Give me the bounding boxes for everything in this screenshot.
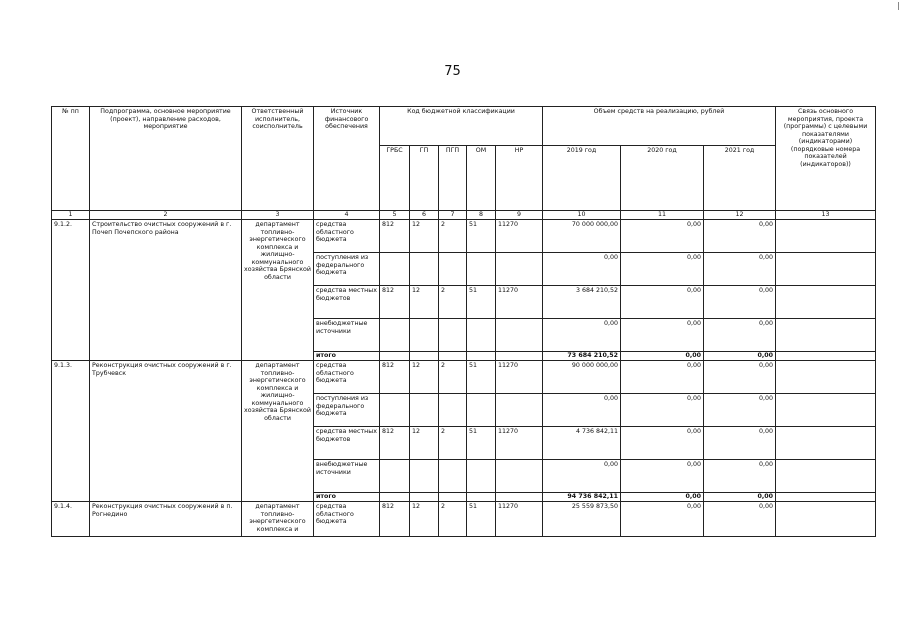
header-executor: Ответственный исполнитель, соисполнитель — [242, 107, 314, 211]
code-pgp — [439, 460, 467, 493]
code-gp — [410, 460, 439, 493]
section-name: Строительство очистных сооружений в г. Почеп Почепского района — [90, 220, 242, 361]
total-label: итого — [314, 352, 380, 361]
column-index: 10 — [543, 211, 621, 220]
code-gp: 12 — [410, 427, 439, 460]
column-index: 9 — [496, 211, 543, 220]
amount-2021: 0,00 — [704, 394, 776, 427]
funding-source: поступления из федерального бюджета — [314, 394, 380, 427]
amount-2020: 0,00 — [621, 394, 704, 427]
subheader-2019: 2019 год — [543, 146, 621, 211]
empty-cell — [410, 352, 439, 361]
code-nr — [496, 460, 543, 493]
page-number: 75 — [444, 64, 461, 79]
code-pgp: 2 — [439, 220, 467, 253]
indicator-link-cell — [776, 220, 876, 253]
subheader-pgp: ПГП — [439, 146, 467, 211]
code-pgp: 2 — [439, 286, 467, 319]
indicator-link-cell — [776, 352, 876, 361]
empty-cell — [496, 352, 543, 361]
amount-2021: 0,00 — [704, 220, 776, 253]
amount-2020: 0,00 — [621, 460, 704, 493]
column-index: 13 — [776, 211, 876, 220]
funding-source: средства местных бюджетов — [314, 286, 380, 319]
amount-2021: 0,00 — [704, 460, 776, 493]
column-index: 12 — [704, 211, 776, 220]
empty-cell — [380, 352, 410, 361]
column-index: 5 — [380, 211, 410, 220]
code-om: 51 — [467, 502, 496, 537]
table-row — [52, 220, 876, 253]
amount-2020: 0,00 — [621, 502, 704, 537]
amount-2020: 0,00 — [621, 286, 704, 319]
subheader-2021: 2021 год — [704, 146, 776, 211]
code-nr: 11270 — [496, 220, 543, 253]
total-2020: 0,00 — [621, 493, 704, 502]
indicator-link-cell — [776, 319, 876, 352]
code-grbs: 812 — [380, 220, 410, 253]
amount-2020: 0,00 — [621, 319, 704, 352]
code-om: 51 — [467, 361, 496, 394]
indicator-link-cell — [776, 502, 876, 537]
indicator-link-cell — [776, 460, 876, 493]
funding-source: внебюджетные источники — [314, 319, 380, 352]
code-gp — [410, 253, 439, 286]
code-grbs: 812 — [380, 286, 410, 319]
column-index: 3 — [242, 211, 314, 220]
column-index: 11 — [621, 211, 704, 220]
section-number: 9.1.4. — [52, 502, 90, 537]
table-body — [52, 107, 876, 537]
amount-2021: 0,00 — [704, 361, 776, 394]
empty-cell — [467, 493, 496, 502]
total-2019: 73 684 210,52 — [543, 352, 621, 361]
funding-source: средства областного бюджета — [314, 220, 380, 253]
budget-table — [51, 106, 876, 537]
code-nr: 11270 — [496, 502, 543, 537]
header-volume: Объем средств на реализацию, рублей — [543, 107, 776, 146]
total-2021: 0,00 — [704, 493, 776, 502]
code-nr — [496, 394, 543, 427]
total-label: итого — [314, 493, 380, 502]
code-om — [467, 394, 496, 427]
empty-cell — [439, 352, 467, 361]
code-grbs — [380, 319, 410, 352]
total-2019: 94 736 842,11 — [543, 493, 621, 502]
total-2021: 0,00 — [704, 352, 776, 361]
subheader-gp: ГП — [410, 146, 439, 211]
amount-2019: 0,00 — [543, 319, 621, 352]
funding-source: внебюджетные источники — [314, 460, 380, 493]
amount-2021: 0,00 — [704, 427, 776, 460]
amount-2019: 0,00 — [543, 253, 621, 286]
empty-cell — [467, 352, 496, 361]
amount-2019: 3 684 210,52 — [543, 286, 621, 319]
amount-2020: 0,00 — [621, 253, 704, 286]
amount-2021: 0,00 — [704, 286, 776, 319]
code-gp — [410, 394, 439, 427]
code-pgp — [439, 253, 467, 286]
funding-source: средства областного бюджета — [314, 361, 380, 394]
code-pgp: 2 — [439, 502, 467, 537]
table-row — [52, 361, 876, 394]
empty-cell — [439, 493, 467, 502]
code-nr: 11270 — [496, 361, 543, 394]
code-grbs — [380, 394, 410, 427]
empty-cell — [496, 493, 543, 502]
amount-2019: 90 000 000,00 — [543, 361, 621, 394]
subheader-om: ОМ — [467, 146, 496, 211]
header-no: № пп — [52, 107, 90, 211]
code-om: 51 — [467, 286, 496, 319]
amount-2019: 0,00 — [543, 460, 621, 493]
amount-2021: 0,00 — [704, 253, 776, 286]
section-name: Реконструкция очистных сооружений в п. Рогнедино — [90, 502, 242, 537]
header-subprogram: Подпрограмма, основное мероприятие (проект), направление расходов, мероприятие — [90, 107, 242, 211]
code-gp — [410, 319, 439, 352]
code-grbs: 812 — [380, 361, 410, 394]
indicator-link-cell — [776, 394, 876, 427]
amount-2019: 4 736 842,11 — [543, 427, 621, 460]
column-index: 7 — [439, 211, 467, 220]
code-grbs — [380, 253, 410, 286]
column-index: 4 — [314, 211, 380, 220]
code-om: 51 — [467, 220, 496, 253]
code-gp: 12 — [410, 502, 439, 537]
code-gp: 12 — [410, 220, 439, 253]
code-om — [467, 460, 496, 493]
indicator-link-cell — [776, 361, 876, 394]
code-pgp: 2 — [439, 361, 467, 394]
code-pgp: 2 — [439, 427, 467, 460]
amount-2020: 0,00 — [621, 220, 704, 253]
empty-cell — [410, 493, 439, 502]
code-pgp — [439, 394, 467, 427]
column-index: 1 — [52, 211, 90, 220]
code-pgp — [439, 319, 467, 352]
section-executor: департамент топливно-энергетического комплекса и жилищно-коммунального хозяйства Брянской области — [242, 220, 314, 361]
code-om — [467, 253, 496, 286]
funding-source: средства местных бюджетов — [314, 427, 380, 460]
code-om: 51 — [467, 427, 496, 460]
funding-source: средства областного бюджета — [314, 502, 380, 537]
header-link: Связь основного мероприятия, проекта (программы) с целевыми показателями (индикаторами) (порядковые номера показателей (индикаторов)) — [776, 107, 876, 211]
section-number: 9.1.3. — [52, 361, 90, 502]
amount-2020: 0,00 — [621, 361, 704, 394]
amount-2019: 0,00 — [543, 394, 621, 427]
column-index: 6 — [410, 211, 439, 220]
code-nr — [496, 253, 543, 286]
section-name: Реконструкция очистных сооружений в г. Трубчевск — [90, 361, 242, 502]
section-executor: департамент топливно-энергетического комплекса и жилищно-коммунального хозяйства Брянской области — [242, 361, 314, 502]
page-edge-mark — [898, 2, 899, 10]
subheader-nr: НР — [496, 146, 543, 211]
indicator-link-cell — [776, 253, 876, 286]
indicator-link-cell — [776, 493, 876, 502]
code-nr: 11270 — [496, 286, 543, 319]
indicator-link-cell — [776, 286, 876, 319]
header-row — [52, 107, 876, 146]
code-gp: 12 — [410, 361, 439, 394]
column-index: 8 — [467, 211, 496, 220]
header-budget-code: Код бюджетной классификации — [380, 107, 543, 146]
subheader-grbs: ГРБС — [380, 146, 410, 211]
amount-2021: 0,00 — [704, 319, 776, 352]
subheader-2020: 2020 год — [621, 146, 704, 211]
code-nr — [496, 319, 543, 352]
code-nr: 11270 — [496, 427, 543, 460]
section-number: 9.1.2. — [52, 220, 90, 361]
column-index-row — [52, 211, 876, 220]
amount-2019: 70 000 000,00 — [543, 220, 621, 253]
section-executor: департамент топливно-энергетического комплекса и — [242, 502, 314, 537]
header-source: Источник финансового обеспечения — [314, 107, 380, 211]
amount-2020: 0,00 — [621, 427, 704, 460]
funding-source: поступления из федерального бюджета — [314, 253, 380, 286]
total-2020: 0,00 — [621, 352, 704, 361]
code-gp: 12 — [410, 286, 439, 319]
code-grbs: 812 — [380, 427, 410, 460]
amount-2019: 25 559 873,50 — [543, 502, 621, 537]
empty-cell — [380, 493, 410, 502]
code-om — [467, 319, 496, 352]
amount-2021: 0,00 — [704, 502, 776, 537]
column-index: 2 — [90, 211, 242, 220]
table-row — [52, 502, 876, 537]
code-grbs: 812 — [380, 502, 410, 537]
code-grbs — [380, 460, 410, 493]
indicator-link-cell — [776, 427, 876, 460]
